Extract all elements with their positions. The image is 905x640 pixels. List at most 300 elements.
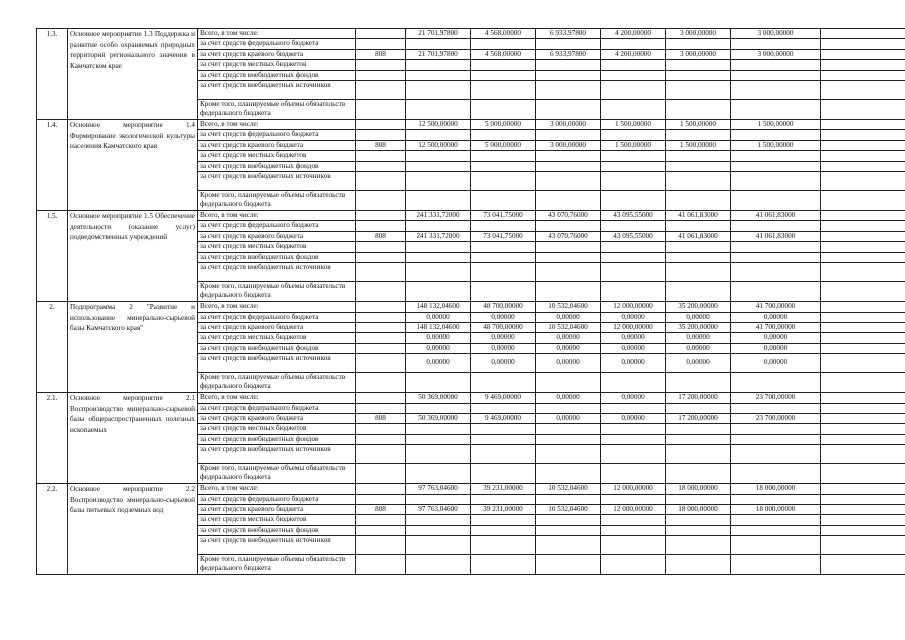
amount-cell: 41 061,83000 (731, 231, 821, 241)
amount-cell (471, 263, 536, 282)
empty-cell (821, 525, 905, 535)
amount-cell (666, 60, 731, 70)
amount-cell (471, 494, 536, 504)
amount-cell: 10 532,04600 (536, 302, 601, 312)
amount-cell (666, 172, 731, 191)
amount-cell (666, 252, 731, 262)
amount-cell: 0,00000 (731, 343, 821, 353)
empty-cell (821, 60, 905, 70)
amount-cell (601, 130, 666, 140)
amount-cell (731, 81, 821, 100)
amount-cell (601, 161, 666, 171)
amount-cell (666, 373, 731, 393)
amount-cell: 148 132,04600 (406, 302, 471, 312)
empty-cell (821, 322, 905, 332)
amount-cell (666, 130, 731, 140)
funding-source-label: за счет средств местных бюджетов (198, 242, 356, 252)
federal-obligations-label: Кроме того, планируемые объемы обязательств федерального бюджета (198, 100, 356, 120)
amount-cell: 21 701,97800 (406, 49, 471, 59)
empty-cell (821, 70, 905, 80)
funding-source-label: за счет средств местных бюджетов (198, 424, 356, 434)
block-total-row (37, 302, 905, 312)
amount-cell (471, 434, 536, 444)
amount-cell (406, 151, 471, 161)
funding-source-label: за счет средств внебюджетных источников (198, 354, 356, 373)
amount-cell (406, 445, 471, 464)
empty-cell (821, 494, 905, 504)
amount-cell: 0,00000 (601, 354, 666, 373)
amount-cell: 1 500,00000 (731, 120, 821, 130)
funding-source-label: за счет средств федерального бюджета (198, 39, 356, 49)
funding-source-label: за счет средств местных бюджетов (198, 151, 356, 161)
amount-cell (666, 221, 731, 231)
amount-cell (536, 434, 601, 444)
budget-table (36, 28, 905, 575)
amount-cell (601, 81, 666, 100)
budget-code (356, 282, 406, 302)
amount-cell (471, 60, 536, 70)
amount-cell (406, 252, 471, 262)
amount-cell: 3 000,00000 (731, 29, 821, 39)
amount-cell: 0,00000 (666, 312, 731, 322)
amount-cell (731, 191, 821, 211)
amount-cell (601, 151, 666, 161)
amount-cell (536, 60, 601, 70)
empty-cell (821, 120, 905, 130)
budget-code (356, 221, 406, 231)
funding-source-label: за счет средств федерального бюджета (198, 494, 356, 504)
amount-cell (731, 70, 821, 80)
empty-cell (821, 211, 905, 221)
budget-code (356, 464, 406, 484)
budget-code (356, 525, 406, 535)
amount-cell (731, 130, 821, 140)
amount-cell (471, 515, 536, 525)
amount-cell: 18 000,00000 (731, 504, 821, 514)
amount-cell (601, 100, 666, 120)
funding-source-label: за счет средств краевого бюджета (198, 413, 356, 423)
amount-cell (666, 39, 731, 49)
amount-cell (536, 424, 601, 434)
budget-code (356, 373, 406, 393)
amount-cell (731, 252, 821, 262)
amount-cell (601, 525, 666, 535)
amount-cell: 0,00000 (666, 343, 731, 353)
amount-cell: 9 469,00000 (471, 413, 536, 423)
funding-source-label: за счет средств федерального бюджета (198, 221, 356, 231)
budget-code (356, 161, 406, 171)
amount-cell (406, 70, 471, 80)
amount-cell: 21 701,97800 (406, 29, 471, 39)
amount-cell: 0,00000 (536, 354, 601, 373)
amount-cell (536, 445, 601, 464)
amount-cell (731, 100, 821, 120)
budget-code (356, 172, 406, 191)
amount-cell: 39 231,00000 (471, 484, 536, 494)
funding-source-label: за счет средств краевого бюджета (198, 231, 356, 241)
block-index: 1.5. (37, 211, 68, 302)
empty-cell (821, 231, 905, 241)
empty-cell (821, 263, 905, 282)
amount-cell: 4 568,00000 (471, 49, 536, 59)
amount-cell (406, 263, 471, 282)
amount-cell (536, 263, 601, 282)
empty-cell (821, 100, 905, 120)
amount-cell: 3 000,00000 (536, 140, 601, 150)
block-total-row (37, 393, 905, 403)
amount-cell (536, 39, 601, 49)
amount-cell (406, 130, 471, 140)
amount-cell (731, 464, 821, 484)
amount-cell (731, 403, 821, 413)
amount-cell (536, 403, 601, 413)
budget-code (356, 211, 406, 221)
amount-cell (406, 81, 471, 100)
amount-cell: 17 200,00000 (666, 413, 731, 423)
amount-cell (666, 282, 731, 302)
budget-code (356, 403, 406, 413)
federal-obligations-label: Кроме того, планируемые объемы обязательств федерального бюджета (198, 464, 356, 484)
budget-code (356, 393, 406, 403)
amount-cell (666, 81, 731, 100)
amount-cell (731, 161, 821, 171)
amount-cell: 0,00000 (601, 393, 666, 403)
budget-code (356, 242, 406, 252)
amount-cell: 48 700,00000 (471, 302, 536, 312)
amount-cell (601, 252, 666, 262)
amount-cell: 0,00000 (731, 333, 821, 343)
amount-cell (471, 525, 536, 535)
amount-cell (731, 515, 821, 525)
empty-cell (821, 242, 905, 252)
amount-cell (666, 494, 731, 504)
empty-cell (821, 302, 905, 312)
amount-cell: 1 500,00000 (666, 120, 731, 130)
budget-code (356, 39, 406, 49)
amount-cell: 17 200,00000 (666, 393, 731, 403)
amount-cell (471, 536, 536, 555)
amount-cell (471, 555, 536, 575)
block-index: 1.4. (37, 120, 68, 211)
empty-cell (821, 172, 905, 191)
amount-cell (601, 39, 666, 49)
funding-source-label: за счет средств местных бюджетов (198, 515, 356, 525)
amount-cell (666, 70, 731, 80)
amount-cell (731, 424, 821, 434)
funding-source-label: за счет средств внебюджетных источников (198, 172, 356, 191)
block-name: Основное мероприятие 1.4 Формирование экологической культуры населения Камчатского края (68, 120, 198, 211)
empty-cell (821, 191, 905, 211)
amount-cell (666, 525, 731, 535)
amount-cell (536, 515, 601, 525)
amount-cell (406, 434, 471, 444)
budget-code (356, 494, 406, 504)
amount-cell (471, 403, 536, 413)
amount-cell (601, 555, 666, 575)
budget-code (356, 130, 406, 140)
amount-cell (406, 161, 471, 171)
amount-cell (536, 242, 601, 252)
amount-cell (536, 221, 601, 231)
budget-code (356, 60, 406, 70)
empty-cell (821, 464, 905, 484)
empty-cell (821, 504, 905, 514)
amount-cell (601, 172, 666, 191)
budget-table-sheet (36, 28, 825, 575)
block-index: 2.2. (37, 484, 68, 575)
amount-cell: 35 200,00000 (666, 302, 731, 312)
empty-cell (821, 312, 905, 322)
amount-cell (536, 161, 601, 171)
amount-cell (731, 221, 821, 231)
amount-cell (406, 555, 471, 575)
empty-cell (821, 343, 905, 353)
amount-cell (601, 494, 666, 504)
funding-source-label: за счет средств внебюджетных фондов (198, 70, 356, 80)
budget-code: 808 (356, 140, 406, 150)
amount-cell (536, 151, 601, 161)
amount-cell (406, 282, 471, 302)
amount-cell (601, 424, 666, 434)
amount-cell: 43 070,76000 (536, 211, 601, 221)
amount-cell: 12 000,00000 (601, 322, 666, 332)
amount-cell (471, 252, 536, 262)
empty-cell (821, 354, 905, 373)
funding-source-label: за счет средств внебюджетных источников (198, 445, 356, 464)
amount-cell: 41 061,83000 (666, 211, 731, 221)
federal-obligations-label: Кроме того, планируемые объемы обязательств федерального бюджета (198, 191, 356, 211)
amount-cell (471, 191, 536, 211)
amount-cell (536, 373, 601, 393)
amount-cell: 23 700,00000 (731, 413, 821, 423)
empty-cell (821, 140, 905, 150)
amount-cell: 0,00000 (536, 343, 601, 353)
block-total-row (37, 211, 905, 221)
amount-cell: 0,00000 (601, 343, 666, 353)
amount-cell (666, 151, 731, 161)
amount-cell: 241 331,72000 (406, 211, 471, 221)
amount-cell (601, 263, 666, 282)
funding-source-label: за счет средств внебюджетных фондов (198, 161, 356, 171)
amount-cell (406, 242, 471, 252)
amount-cell (471, 464, 536, 484)
amount-cell: 0,00000 (471, 354, 536, 373)
block-total-row (37, 120, 905, 130)
amount-cell: 23 700,00000 (731, 393, 821, 403)
amount-cell: 4 200,00000 (601, 49, 666, 59)
amount-cell: 50 369,00000 (406, 393, 471, 403)
amount-cell (471, 424, 536, 434)
amount-cell (536, 282, 601, 302)
budget-code (356, 120, 406, 130)
amount-cell: 0,00000 (536, 413, 601, 423)
amount-cell (536, 536, 601, 555)
amount-cell (731, 282, 821, 302)
budget-code (356, 151, 406, 161)
amount-cell: 10 532,04600 (536, 484, 601, 494)
amount-cell: 3 000,00000 (666, 49, 731, 59)
amount-cell (536, 464, 601, 484)
empty-cell (821, 413, 905, 423)
amount-cell (406, 60, 471, 70)
amount-cell: 0,00000 (601, 413, 666, 423)
budget-code (356, 322, 406, 332)
empty-cell (821, 221, 905, 231)
amount-cell: 241 331,72000 (406, 231, 471, 241)
amount-cell (536, 100, 601, 120)
amount-cell (406, 39, 471, 49)
empty-cell (821, 333, 905, 343)
funding-source-label: за счет средств внебюджетных источников (198, 536, 356, 555)
budget-code (356, 263, 406, 282)
funding-source-label: Всего, в том числе: (198, 393, 356, 403)
amount-cell: 4 568,00000 (471, 29, 536, 39)
amount-cell: 50 369,00000 (406, 413, 471, 423)
amount-cell (666, 464, 731, 484)
empty-cell (821, 515, 905, 525)
funding-source-label: за счет средств краевого бюджета (198, 49, 356, 59)
amount-cell: 148 132,04600 (406, 322, 471, 332)
empty-cell (821, 252, 905, 262)
empty-cell (821, 536, 905, 555)
empty-cell (821, 393, 905, 403)
amount-cell: 10 532,04600 (536, 322, 601, 332)
empty-cell (821, 555, 905, 575)
amount-cell: 0,00000 (601, 312, 666, 322)
amount-cell: 1 500,00000 (601, 140, 666, 150)
amount-cell: 0,00000 (536, 312, 601, 322)
budget-code (356, 70, 406, 80)
amount-cell: 0,00000 (406, 333, 471, 343)
empty-cell (821, 81, 905, 100)
empty-cell (821, 151, 905, 161)
amount-cell (536, 130, 601, 140)
amount-cell (666, 242, 731, 252)
amount-cell: 97 763,04600 (406, 504, 471, 514)
block-index: 1.3. (37, 29, 68, 120)
amount-cell (406, 424, 471, 434)
empty-cell (821, 373, 905, 393)
amount-cell (601, 191, 666, 211)
amount-cell (536, 252, 601, 262)
amount-cell (471, 242, 536, 252)
amount-cell: 12 500,00000 (406, 120, 471, 130)
budget-code (356, 445, 406, 464)
amount-cell: 0,00000 (536, 393, 601, 403)
empty-cell (821, 130, 905, 140)
budget-code: 808 (356, 49, 406, 59)
amount-cell (601, 515, 666, 525)
block-name: Основное мероприятие 2.1 Воспроизводство минерально-сырьевой базы общераспространенных полезных ископаемых (68, 393, 198, 484)
amount-cell (406, 191, 471, 211)
empty-cell (821, 39, 905, 49)
amount-cell: 0,00000 (406, 354, 471, 373)
amount-cell: 0,00000 (536, 333, 601, 343)
block-name: Основное мероприятие 2.2 Воспроизводство минерально-сырьевой базы питьевых подземных вод (68, 484, 198, 575)
amount-cell (666, 100, 731, 120)
amount-cell (536, 525, 601, 535)
funding-source-label: за счет средств внебюджетных фондов (198, 252, 356, 262)
amount-cell: 0,00000 (471, 312, 536, 322)
amount-cell (471, 445, 536, 464)
amount-cell: 97 763,04600 (406, 484, 471, 494)
amount-cell: 43 095,55000 (601, 211, 666, 221)
amount-cell (731, 536, 821, 555)
amount-cell (666, 161, 731, 171)
amount-cell (666, 403, 731, 413)
amount-cell (731, 434, 821, 444)
amount-cell (731, 172, 821, 191)
budget-code (356, 312, 406, 322)
amount-cell (666, 555, 731, 575)
budget-code (356, 252, 406, 262)
amount-cell: 43 070,76000 (536, 231, 601, 241)
amount-cell (731, 242, 821, 252)
funding-source-label: за счет средств федерального бюджета (198, 403, 356, 413)
amount-cell (731, 60, 821, 70)
budget-code (356, 555, 406, 575)
amount-cell (731, 39, 821, 49)
amount-cell (406, 373, 471, 393)
block-name: Основное мероприятие 1.3 Поддержка и развитие особо охраняемых природных территорий регионального значения в Камчатском крае (68, 29, 198, 120)
empty-cell (821, 434, 905, 444)
funding-source-label: за счет средств местных бюджетов (198, 60, 356, 70)
budget-code: 808 (356, 231, 406, 241)
block-total-row (37, 484, 905, 494)
empty-cell (821, 29, 905, 39)
funding-source-label: за счет средств местных бюджетов (198, 333, 356, 343)
amount-cell (666, 434, 731, 444)
block-name: Подпрограмма 2 "Развитие и использование минерально-сырьевой базы Камчатского края" (68, 302, 198, 393)
amount-cell (471, 151, 536, 161)
amount-cell: 43 095,55000 (601, 231, 666, 241)
federal-obligations-label: Кроме того, планируемые объемы обязательств федерального бюджета (198, 282, 356, 302)
amount-cell (536, 555, 601, 575)
amount-cell: 0,00000 (601, 333, 666, 343)
amount-cell: 1 500,00000 (731, 140, 821, 150)
federal-obligations-label: Кроме того, планируемые объемы обязательств федерального бюджета (198, 555, 356, 575)
budget-code (356, 100, 406, 120)
amount-cell: 0,00000 (666, 333, 731, 343)
funding-source-label: за счет средств федерального бюджета (198, 312, 356, 322)
amount-cell: 0,00000 (471, 343, 536, 353)
amount-cell (601, 242, 666, 252)
empty-cell (821, 424, 905, 434)
amount-cell (471, 39, 536, 49)
funding-source-label: за счет средств внебюджетных источников (198, 263, 356, 282)
amount-cell (471, 81, 536, 100)
amount-cell (471, 70, 536, 80)
funding-source-label: за счет средств внебюджетных фондов (198, 434, 356, 444)
amount-cell (471, 221, 536, 231)
amount-cell (471, 282, 536, 302)
amount-cell (666, 445, 731, 464)
amount-cell: 18 000,00000 (666, 484, 731, 494)
amount-cell: 41 061,83000 (666, 231, 731, 241)
amount-cell: 6 933,97800 (536, 29, 601, 39)
amount-cell (601, 536, 666, 555)
empty-cell (821, 403, 905, 413)
block-name: Основное мероприятие 1.5 Обеспечение деятельности (оказание услуг) подведомственных учреждений (68, 211, 198, 302)
amount-cell (471, 373, 536, 393)
budget-code (356, 81, 406, 100)
amount-cell (536, 70, 601, 80)
amount-cell (666, 263, 731, 282)
budget-code (356, 434, 406, 444)
amount-cell (601, 445, 666, 464)
budget-code: 808 (356, 413, 406, 423)
amount-cell (601, 60, 666, 70)
